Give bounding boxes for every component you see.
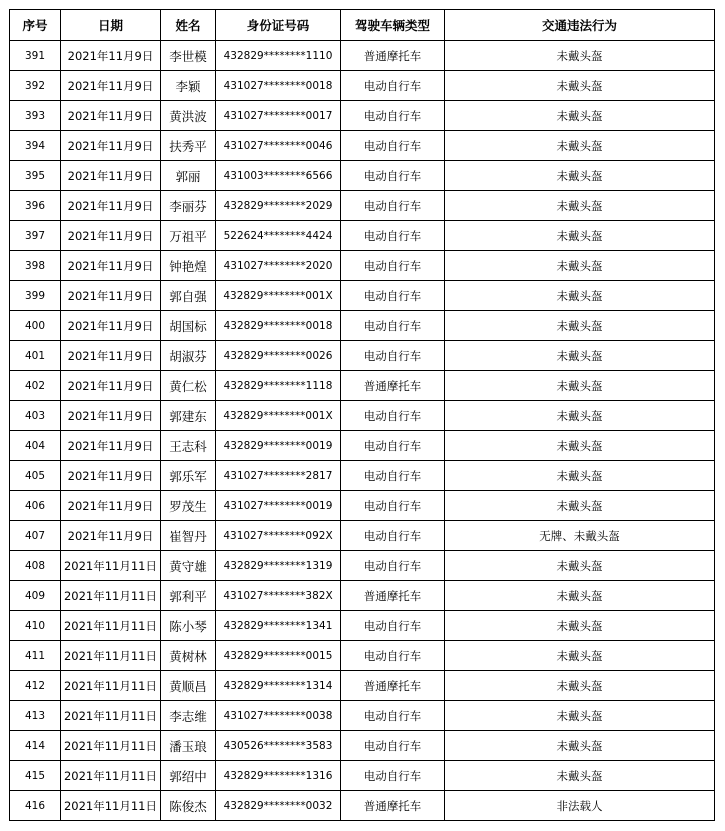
cell-vehicle-type: 电动自行车 bbox=[341, 71, 445, 101]
cell-id-number: 431027********092X bbox=[216, 521, 341, 551]
cell-name: 黄顺昌 bbox=[161, 671, 216, 701]
cell-violation: 未戴头盔 bbox=[445, 611, 715, 641]
cell-date: 2021年11月9日 bbox=[61, 371, 161, 401]
violation-table bbox=[9, 9, 715, 821]
cell-vehicle-type: 电动自行车 bbox=[341, 491, 445, 521]
table-row bbox=[10, 161, 715, 191]
cell-id-number: 432829********0018 bbox=[216, 311, 341, 341]
header-vehicle-type: 驾驶车辆类型 bbox=[341, 10, 445, 41]
cell-vehicle-type: 电动自行车 bbox=[341, 311, 445, 341]
cell-date: 2021年11月11日 bbox=[61, 581, 161, 611]
table-row bbox=[10, 461, 715, 491]
cell-id-number: 432829********1319 bbox=[216, 551, 341, 581]
cell-violation: 未戴头盔 bbox=[445, 311, 715, 341]
cell-violation: 未戴头盔 bbox=[445, 71, 715, 101]
cell-name: 李颖 bbox=[161, 71, 216, 101]
cell-id-number: 431003********6566 bbox=[216, 161, 341, 191]
cell-violation: 未戴头盔 bbox=[445, 431, 715, 461]
cell-name: 崔智丹 bbox=[161, 521, 216, 551]
cell-vehicle-type: 电动自行车 bbox=[341, 131, 445, 161]
cell-id-number: 431027********2817 bbox=[216, 461, 341, 491]
cell-vehicle-type: 电动自行车 bbox=[341, 401, 445, 431]
cell-id-number: 432829********2029 bbox=[216, 191, 341, 221]
table-row bbox=[10, 641, 715, 671]
cell-seq: 401 bbox=[10, 341, 61, 371]
table-row bbox=[10, 341, 715, 371]
cell-violation: 无牌、未戴头盔 bbox=[445, 521, 715, 551]
cell-seq: 410 bbox=[10, 611, 61, 641]
cell-id-number: 430526********3583 bbox=[216, 731, 341, 761]
cell-vehicle-type: 电动自行车 bbox=[341, 281, 445, 311]
cell-vehicle-type: 电动自行车 bbox=[341, 341, 445, 371]
cell-name: 钟艳煌 bbox=[161, 251, 216, 281]
cell-id-number: 432829********1118 bbox=[216, 371, 341, 401]
cell-violation: 未戴头盔 bbox=[445, 191, 715, 221]
cell-violation: 未戴头盔 bbox=[445, 251, 715, 281]
cell-name: 李世模 bbox=[161, 41, 216, 71]
cell-violation: 未戴头盔 bbox=[445, 491, 715, 521]
cell-name: 黄守雄 bbox=[161, 551, 216, 581]
cell-seq: 391 bbox=[10, 41, 61, 71]
cell-id-number: 432829********1110 bbox=[216, 41, 341, 71]
cell-violation: 未戴头盔 bbox=[445, 731, 715, 761]
cell-violation: 未戴头盔 bbox=[445, 641, 715, 671]
cell-id-number: 432829********0019 bbox=[216, 431, 341, 461]
cell-name: 黄树林 bbox=[161, 641, 216, 671]
cell-vehicle-type: 电动自行车 bbox=[341, 461, 445, 491]
cell-vehicle-type: 电动自行车 bbox=[341, 101, 445, 131]
cell-seq: 396 bbox=[10, 191, 61, 221]
cell-vehicle-type: 电动自行车 bbox=[341, 701, 445, 731]
cell-vehicle-type: 普通摩托车 bbox=[341, 671, 445, 701]
cell-violation: 未戴头盔 bbox=[445, 281, 715, 311]
cell-violation: 未戴头盔 bbox=[445, 341, 715, 371]
cell-id-number: 431027********0017 bbox=[216, 101, 341, 131]
cell-vehicle-type: 普通摩托车 bbox=[341, 371, 445, 401]
cell-violation: 未戴头盔 bbox=[445, 101, 715, 131]
cell-vehicle-type: 普通摩托车 bbox=[341, 581, 445, 611]
cell-name: 郭利平 bbox=[161, 581, 216, 611]
cell-id-number: 432829********1314 bbox=[216, 671, 341, 701]
cell-date: 2021年11月9日 bbox=[61, 431, 161, 461]
cell-date: 2021年11月9日 bbox=[61, 491, 161, 521]
cell-violation: 未戴头盔 bbox=[445, 401, 715, 431]
cell-id-number: 432829********001X bbox=[216, 281, 341, 311]
cell-date: 2021年11月9日 bbox=[61, 41, 161, 71]
cell-seq: 414 bbox=[10, 731, 61, 761]
header-id-number: 身份证号码 bbox=[216, 10, 341, 41]
cell-name: 扶秀平 bbox=[161, 131, 216, 161]
cell-vehicle-type: 电动自行车 bbox=[341, 731, 445, 761]
cell-id-number: 432829********1341 bbox=[216, 611, 341, 641]
cell-seq: 392 bbox=[10, 71, 61, 101]
cell-date: 2021年11月11日 bbox=[61, 551, 161, 581]
cell-seq: 404 bbox=[10, 431, 61, 461]
cell-date: 2021年11月9日 bbox=[61, 71, 161, 101]
cell-name: 万祖平 bbox=[161, 221, 216, 251]
cell-violation: 未戴头盔 bbox=[445, 701, 715, 731]
table-row bbox=[10, 551, 715, 581]
cell-date: 2021年11月9日 bbox=[61, 131, 161, 161]
cell-name: 郭丽 bbox=[161, 161, 216, 191]
cell-date: 2021年11月9日 bbox=[61, 341, 161, 371]
cell-date: 2021年11月9日 bbox=[61, 311, 161, 341]
cell-violation: 未戴头盔 bbox=[445, 551, 715, 581]
cell-date: 2021年11月11日 bbox=[61, 611, 161, 641]
cell-date: 2021年11月11日 bbox=[61, 641, 161, 671]
cell-vehicle-type: 电动自行车 bbox=[341, 641, 445, 671]
cell-name: 陈俊杰 bbox=[161, 791, 216, 821]
cell-seq: 393 bbox=[10, 101, 61, 131]
cell-vehicle-type: 普通摩托车 bbox=[341, 41, 445, 71]
cell-seq: 403 bbox=[10, 401, 61, 431]
table-row bbox=[10, 371, 715, 401]
table-row bbox=[10, 311, 715, 341]
header-row bbox=[10, 10, 715, 41]
table-row bbox=[10, 431, 715, 461]
header-date: 日期 bbox=[61, 10, 161, 41]
cell-id-number: 432829********0026 bbox=[216, 341, 341, 371]
cell-vehicle-type: 电动自行车 bbox=[341, 761, 445, 791]
cell-violation: 未戴头盔 bbox=[445, 671, 715, 701]
cell-vehicle-type: 电动自行车 bbox=[341, 161, 445, 191]
cell-name: 陈小琴 bbox=[161, 611, 216, 641]
cell-id-number: 431027********0046 bbox=[216, 131, 341, 161]
cell-seq: 411 bbox=[10, 641, 61, 671]
cell-violation: 未戴头盔 bbox=[445, 131, 715, 161]
table-row bbox=[10, 731, 715, 761]
cell-violation: 未戴头盔 bbox=[445, 371, 715, 401]
cell-date: 2021年11月9日 bbox=[61, 401, 161, 431]
cell-vehicle-type: 电动自行车 bbox=[341, 611, 445, 641]
cell-id-number: 431027********0018 bbox=[216, 71, 341, 101]
cell-seq: 416 bbox=[10, 791, 61, 821]
cell-date: 2021年11月11日 bbox=[61, 761, 161, 791]
table-row bbox=[10, 251, 715, 281]
cell-name: 黄仁松 bbox=[161, 371, 216, 401]
cell-name: 黄洪波 bbox=[161, 101, 216, 131]
table-row bbox=[10, 131, 715, 161]
table-row bbox=[10, 581, 715, 611]
cell-violation: 未戴头盔 bbox=[445, 221, 715, 251]
header-violation: 交通违法行为 bbox=[445, 10, 715, 41]
table-row bbox=[10, 611, 715, 641]
cell-date: 2021年11月9日 bbox=[61, 521, 161, 551]
table-body bbox=[10, 41, 715, 821]
cell-vehicle-type: 电动自行车 bbox=[341, 251, 445, 281]
cell-date: 2021年11月11日 bbox=[61, 731, 161, 761]
cell-violation: 非法载人 bbox=[445, 791, 715, 821]
table-row bbox=[10, 791, 715, 821]
table-row bbox=[10, 191, 715, 221]
cell-id-number: 432829********001X bbox=[216, 401, 341, 431]
cell-seq: 415 bbox=[10, 761, 61, 791]
cell-name: 郭绍中 bbox=[161, 761, 216, 791]
cell-name: 李志维 bbox=[161, 701, 216, 731]
cell-vehicle-type: 电动自行车 bbox=[341, 521, 445, 551]
cell-name: 胡国标 bbox=[161, 311, 216, 341]
cell-violation: 未戴头盔 bbox=[445, 761, 715, 791]
cell-seq: 402 bbox=[10, 371, 61, 401]
cell-name: 王志科 bbox=[161, 431, 216, 461]
cell-date: 2021年11月11日 bbox=[61, 701, 161, 731]
header-seq: 序号 bbox=[10, 10, 61, 41]
cell-vehicle-type: 普通摩托车 bbox=[341, 791, 445, 821]
table-row bbox=[10, 761, 715, 791]
cell-seq: 394 bbox=[10, 131, 61, 161]
table-row bbox=[10, 71, 715, 101]
cell-name: 李丽芬 bbox=[161, 191, 216, 221]
cell-violation: 未戴头盔 bbox=[445, 461, 715, 491]
cell-date: 2021年11月11日 bbox=[61, 671, 161, 701]
cell-date: 2021年11月9日 bbox=[61, 101, 161, 131]
cell-seq: 406 bbox=[10, 491, 61, 521]
cell-seq: 408 bbox=[10, 551, 61, 581]
cell-date: 2021年11月9日 bbox=[61, 191, 161, 221]
cell-date: 2021年11月11日 bbox=[61, 791, 161, 821]
cell-id-number: 431027********2020 bbox=[216, 251, 341, 281]
cell-name: 郭建东 bbox=[161, 401, 216, 431]
table-row bbox=[10, 521, 715, 551]
table-row bbox=[10, 701, 715, 731]
table-row bbox=[10, 221, 715, 251]
cell-seq: 409 bbox=[10, 581, 61, 611]
cell-seq: 395 bbox=[10, 161, 61, 191]
cell-name: 郭乐军 bbox=[161, 461, 216, 491]
table-row bbox=[10, 671, 715, 701]
cell-id-number: 431027********0019 bbox=[216, 491, 341, 521]
cell-vehicle-type: 电动自行车 bbox=[341, 191, 445, 221]
violation-table-container bbox=[9, 9, 715, 821]
cell-date: 2021年11月9日 bbox=[61, 251, 161, 281]
cell-name: 胡淑芬 bbox=[161, 341, 216, 371]
table-row bbox=[10, 41, 715, 71]
cell-violation: 未戴头盔 bbox=[445, 161, 715, 191]
cell-seq: 399 bbox=[10, 281, 61, 311]
table-row bbox=[10, 281, 715, 311]
cell-name: 郭自强 bbox=[161, 281, 216, 311]
cell-seq: 397 bbox=[10, 221, 61, 251]
cell-vehicle-type: 电动自行车 bbox=[341, 431, 445, 461]
cell-id-number: 522624********4424 bbox=[216, 221, 341, 251]
cell-date: 2021年11月9日 bbox=[61, 461, 161, 491]
cell-id-number: 432829********1316 bbox=[216, 761, 341, 791]
cell-date: 2021年11月9日 bbox=[61, 161, 161, 191]
table-row bbox=[10, 101, 715, 131]
cell-seq: 400 bbox=[10, 311, 61, 341]
cell-vehicle-type: 电动自行车 bbox=[341, 551, 445, 581]
cell-id-number: 432829********0032 bbox=[216, 791, 341, 821]
cell-seq: 398 bbox=[10, 251, 61, 281]
header-name: 姓名 bbox=[161, 10, 216, 41]
cell-seq: 405 bbox=[10, 461, 61, 491]
cell-name: 罗茂生 bbox=[161, 491, 216, 521]
cell-violation: 未戴头盔 bbox=[445, 41, 715, 71]
table-row bbox=[10, 401, 715, 431]
cell-id-number: 432829********0015 bbox=[216, 641, 341, 671]
cell-id-number: 431027********0038 bbox=[216, 701, 341, 731]
cell-date: 2021年11月9日 bbox=[61, 281, 161, 311]
cell-seq: 412 bbox=[10, 671, 61, 701]
cell-vehicle-type: 电动自行车 bbox=[341, 221, 445, 251]
cell-seq: 407 bbox=[10, 521, 61, 551]
table-row bbox=[10, 491, 715, 521]
cell-id-number: 431027********382X bbox=[216, 581, 341, 611]
cell-violation: 未戴头盔 bbox=[445, 581, 715, 611]
cell-date: 2021年11月9日 bbox=[61, 221, 161, 251]
cell-seq: 413 bbox=[10, 701, 61, 731]
cell-name: 潘玉琅 bbox=[161, 731, 216, 761]
